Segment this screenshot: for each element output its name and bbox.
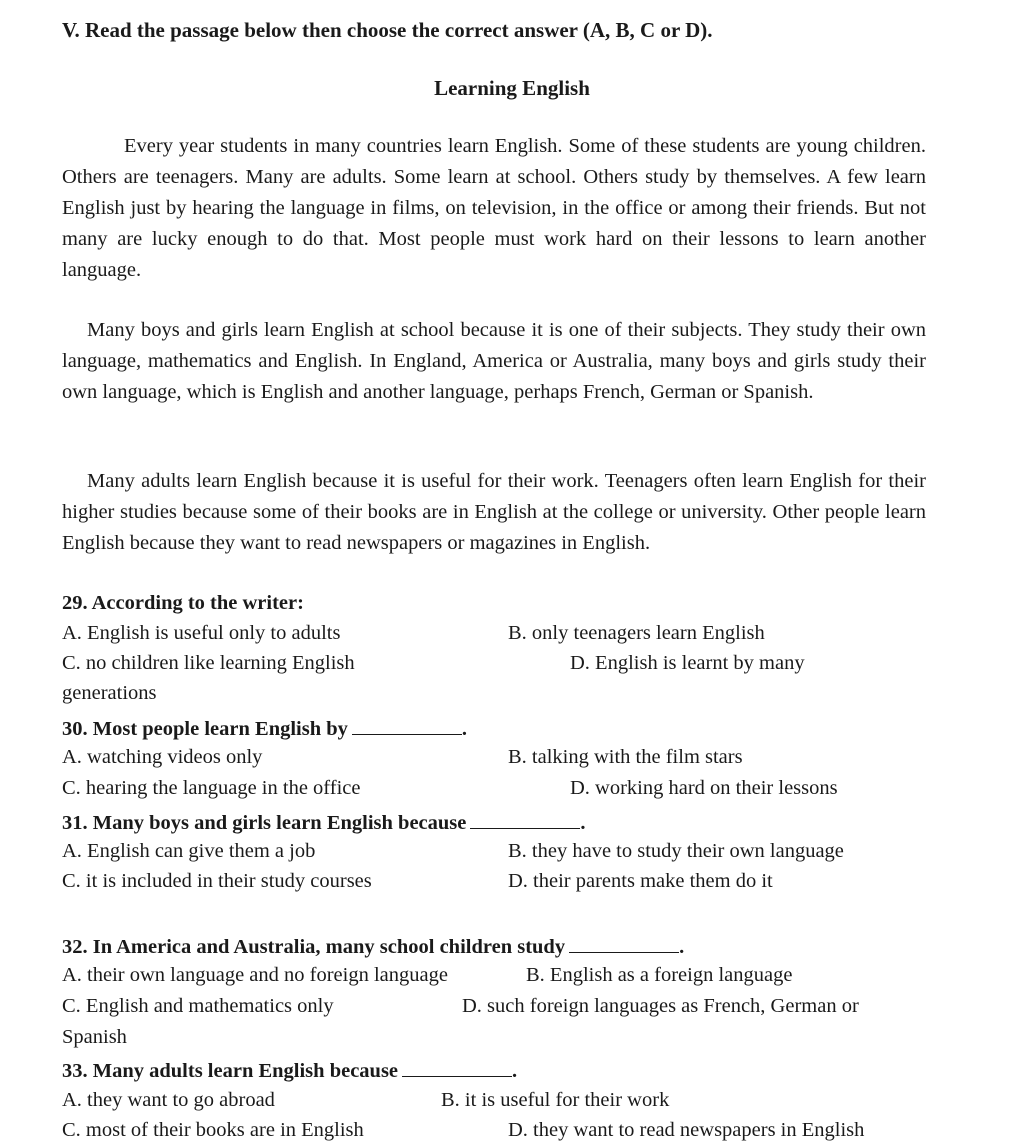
question-31-option-b[interactable]: B. they have to study their own language [508, 840, 844, 862]
passage-paragraph-2: Many boys and girls learn English at school because it is one of their subjects. They study their own language, mathematics and English. In England, America or Australia, many boys and girls study their own language, which is English and another language, perhaps French, German or Spanish. [62, 319, 926, 403]
question-32-option-a[interactable]: A. their own language and no foreign language [62, 964, 448, 986]
question-32-option-d[interactable]: D. such foreign languages as French, German or [462, 995, 859, 1017]
question-32-line [62, 934, 684, 959]
question-32-option-c[interactable]: C. English and mathematics only [62, 995, 334, 1017]
question-29-option-a[interactable]: A. English is useful only to adults [62, 622, 341, 644]
answer-blank[interactable] [402, 1058, 512, 1077]
answer-blank[interactable] [569, 934, 679, 953]
passage-paragraph-1: Every year students in many countries learn English. Some of these students are young children. Others are teenagers. Many are adults. Some learn at school. Others study by themselves. A few learn English just by hearing the language in films, on television, in the office or among their friends. But not many are lucky enough to do that. Most people must work hard on their lessons to learn another language. [62, 135, 926, 281]
end-mark: . [580, 812, 586, 834]
question-32-option-b[interactable]: B. English as a foreign language [526, 964, 793, 986]
answer-blank[interactable] [470, 810, 580, 829]
answer-blank[interactable] [352, 716, 462, 735]
passage-title: Learning English [434, 76, 590, 100]
question-29-option-b[interactable]: B. only teenagers learn English [508, 622, 765, 644]
question-31-line [62, 810, 586, 835]
end-mark: . [512, 1060, 518, 1082]
question-33-stem: 33. Many adults learn English because [62, 1060, 399, 1082]
question-29-option-d[interactable]: D. English is learnt by many [570, 652, 805, 674]
question-33-line [62, 1058, 517, 1083]
passage-paragraph-3: Many adults learn English because it is useful for their work. Teenagers often learn English for their higher studies because some of their books are in English at the college or university. Other people learn English because they want to read newspapers or magazines in English. [62, 470, 926, 554]
question-30-option-c[interactable]: C. hearing the language in the office [62, 777, 361, 799]
question-30-option-d[interactable]: D. working hard on their lessons [570, 777, 838, 799]
end-mark: . [679, 936, 685, 958]
question-31-option-a[interactable]: A. English can give them a job [62, 840, 316, 862]
question-29-option-d-continued: generations [62, 682, 157, 704]
question-31-option-c[interactable]: C. it is included in their study courses [62, 870, 372, 892]
question-29-option-c[interactable]: C. no children like learning English [62, 652, 355, 674]
question-33-option-b[interactable]: B. it is useful for their work [441, 1089, 670, 1111]
question-33-option-a[interactable]: A. they want to go abroad [62, 1089, 275, 1111]
question-31-stem: 31. Many boys and girls learn English because [62, 812, 467, 834]
question-30-option-b[interactable]: B. talking with the film stars [508, 746, 743, 768]
question-32-option-d-continued: Spanish [62, 1026, 127, 1048]
section-instruction: V. Read the passage below then choose the correct answer (A, B, C or D). [62, 18, 713, 42]
question-32-stem: 32. In America and Australia, many school children study [62, 936, 566, 958]
end-mark: . [461, 718, 468, 740]
question-33-option-d[interactable]: D. they want to read newspapers in English [508, 1119, 865, 1141]
question-33-option-c[interactable]: C. most of their books are in English [62, 1119, 364, 1141]
question-30-option-a[interactable]: A. watching videos only [62, 746, 263, 768]
question-30-stem: 30. Most people learn English by [62, 718, 348, 740]
question-30-line [62, 716, 467, 741]
question-31-option-d[interactable]: D. their parents make them do it [508, 870, 773, 892]
question-29-stem: 29. According to the writer: [62, 592, 304, 614]
